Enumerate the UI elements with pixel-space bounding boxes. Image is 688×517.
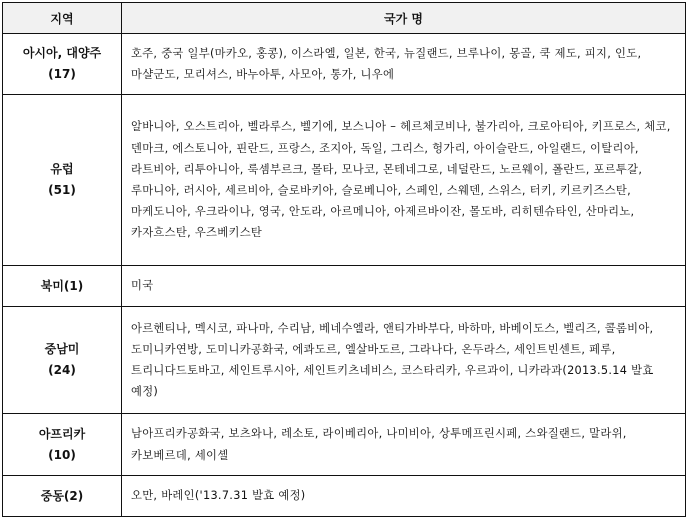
region-count: (17) [48, 67, 76, 81]
table-row [3, 476, 686, 517]
table-row [3, 34, 686, 95]
region-cell [3, 307, 122, 414]
country-list-table [2, 2, 686, 517]
countries-cell: 남아프리카공화국, 보츠와나, 레소토, 라이베리아, 나미비아, 상투메프린시페, 스와질랜드, 말라위, 카보베르데, 세이셸 [122, 414, 686, 476]
region-name: 중동(2) [40, 488, 84, 503]
region-name: 북미(1) [40, 278, 84, 293]
table-row [3, 307, 686, 414]
header-region: 지역 [3, 3, 122, 34]
table-row [3, 95, 686, 266]
region-name: 중남미 [44, 342, 80, 356]
table-header-row [3, 3, 686, 34]
region-count: (10) [48, 447, 76, 462]
region-cell [3, 414, 122, 476]
region-name: 아프리카 [38, 426, 86, 441]
region-cell [3, 476, 122, 517]
countries-cell: 미국 [122, 266, 686, 307]
region-name: 아시아, 대양주 [22, 46, 102, 60]
countries-cell: 아르헨티나, 멕시코, 파나마, 수리남, 베네수엘라, 앤티가바부다, 바하마, 바베이도스, 벨리즈, 콜롬비아, 도미니카연방, 도미니카공화국, 에콰도르, 엘살바도르, 그라나다, 온두라스, 세인트빈센트, 페루, 트리니다드토바고, 세인트루시아, 세인트키츠네비스, 코스타리카, 우르과이, 니카라과(2013.5.14 발효 예정) [122, 307, 686, 414]
region-count: (24) [48, 363, 76, 377]
countries-cell: 오만, 바레인('13.7.31 발효 예정) [122, 476, 686, 517]
region-cell [3, 95, 122, 266]
region-count: (51) [48, 183, 76, 197]
countries-cell: 호주, 중국 일부(마카오, 홍콩), 이스라엘, 일본, 한국, 뉴질랜드, 브루나이, 몽골, 쿡 제도, 피지, 인도, 마샬군도, 모리셔스, 바누아투, 사모아, 통가, 니우에 [122, 34, 686, 95]
countries-cell: 알바니아, 오스트리아, 벨라루스, 벨기에, 보스니아 – 헤르체코비나, 불가리아, 크로아티아, 키프로스, 체코, 덴마크, 에스토니아, 핀란드, 프랑스, 조지아, 독일, 그리스, 헝가리, 아이슬란드, 아일랜드, 이탈리아, 라트비아, 리투아니아, 룩셈부르크, 몰타, 모나코, 몬테네그로, 네덜란드, 노르웨이, 폴란드, 포르투갈, 루마니아, 러시아, 세르비아, 슬로바키아, 슬로베니아, 스페인, 스웨덴, 스위스, 터키, 키르키즈스탄, 마케도니아, 우크라이나, 영국, 안도라, 아르메니아, 아제르바이잔, 몰도바, 리히텐슈타인, 산마리노, 카자흐스탄, 우즈베키스탄 [122, 95, 686, 266]
table-row [3, 414, 686, 476]
region-cell [3, 266, 122, 307]
region-name: 유럽 [50, 162, 74, 176]
table-row [3, 266, 686, 307]
header-countries: 국가 명 [122, 3, 686, 34]
region-cell [3, 34, 122, 95]
